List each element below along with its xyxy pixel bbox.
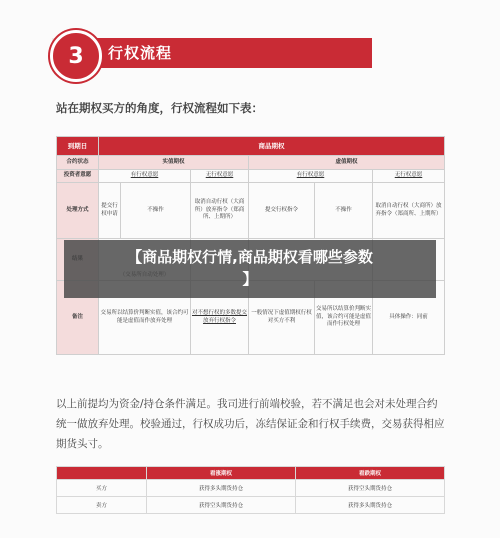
table-header (57, 467, 147, 480)
table-cell: 交易所以结算价判断实值，该合约可能是虚值而作行权处理 (315, 281, 373, 355)
table-cell: 具体操作：同前 (373, 281, 445, 355)
table-header: 看涨期权 (147, 467, 296, 480)
table-cell: 对不想行权的多数提交放弃行权指令 (191, 281, 249, 355)
row-label-method: 处理方式 (57, 183, 99, 239)
table-cell: 获得多头期货持仓 (147, 480, 296, 497)
section-number-badge: 3 (50, 30, 102, 82)
table-cell: 不操作 (315, 183, 373, 239)
table-cell: 取消自动行权（大商所）放弃指令（郑商所、上期所） (191, 183, 249, 239)
overlay-title (70, 246, 430, 290)
table-title-header: 商品期权 (99, 137, 445, 156)
table-header: 看跌期权 (296, 467, 445, 480)
table-cell: 有行权意愿 (249, 170, 373, 183)
table-cell: 有行权意愿 (99, 170, 191, 183)
row-label-note: 备注 (57, 281, 99, 355)
explanation-paragraph: 以上前提均为资金/持仓条件满足。我司进行前端校验，若不满足也会对未处理合约统一做放弃处理。校验通过，行权成功后，冻结保证金和行权手续费，交易获得相应期货头寸。 (56, 398, 445, 450)
table-cell: 无行权意愿 (373, 170, 445, 183)
table-row (57, 497, 445, 514)
table-corner-header: 到期日 (57, 137, 99, 156)
table-row (57, 480, 445, 497)
overlay-title-line2: 】 (242, 270, 258, 288)
row-label-contract: 合约状态 (57, 156, 99, 170)
table-cell: 获得空头期货持仓 (296, 480, 445, 497)
table-cell: 不操作 (121, 183, 191, 239)
position-result-table (56, 466, 445, 514)
sub-header-itm: 实值期权 (99, 156, 249, 170)
sub-header-otm: 虚值期权 (249, 156, 445, 170)
overlay-title-line1: 【商品期权行情,商品期权看哪些参数 (127, 248, 373, 266)
table-cell: 获得多头期货持仓 (296, 497, 445, 514)
table-cell: 买方 (57, 480, 147, 497)
table-cell: 提交行权申请 (99, 183, 121, 239)
table-cell: 卖方 (57, 497, 147, 514)
table-cell: 取消自动行权（大商所）放弃指令（郑商所、上期所） (373, 183, 445, 239)
table-cell: 一般情况下虚值期权行权对买方不利 (249, 281, 315, 355)
section-title: 行权流程 (108, 44, 173, 62)
intro-text: 站在期权买方的角度，行权流程如下表： (56, 101, 263, 115)
table-cell: 提交行权指令 (249, 183, 315, 239)
table-cell: 交易所以结算价判断实值，该合约可能是虚值而作放弃处理 (99, 281, 191, 355)
row-label-intent: 投资者意愿 (57, 170, 99, 183)
table-cell: 无行权意愿 (191, 170, 249, 183)
table-cell: 获得空头期货持仓 (147, 497, 296, 514)
